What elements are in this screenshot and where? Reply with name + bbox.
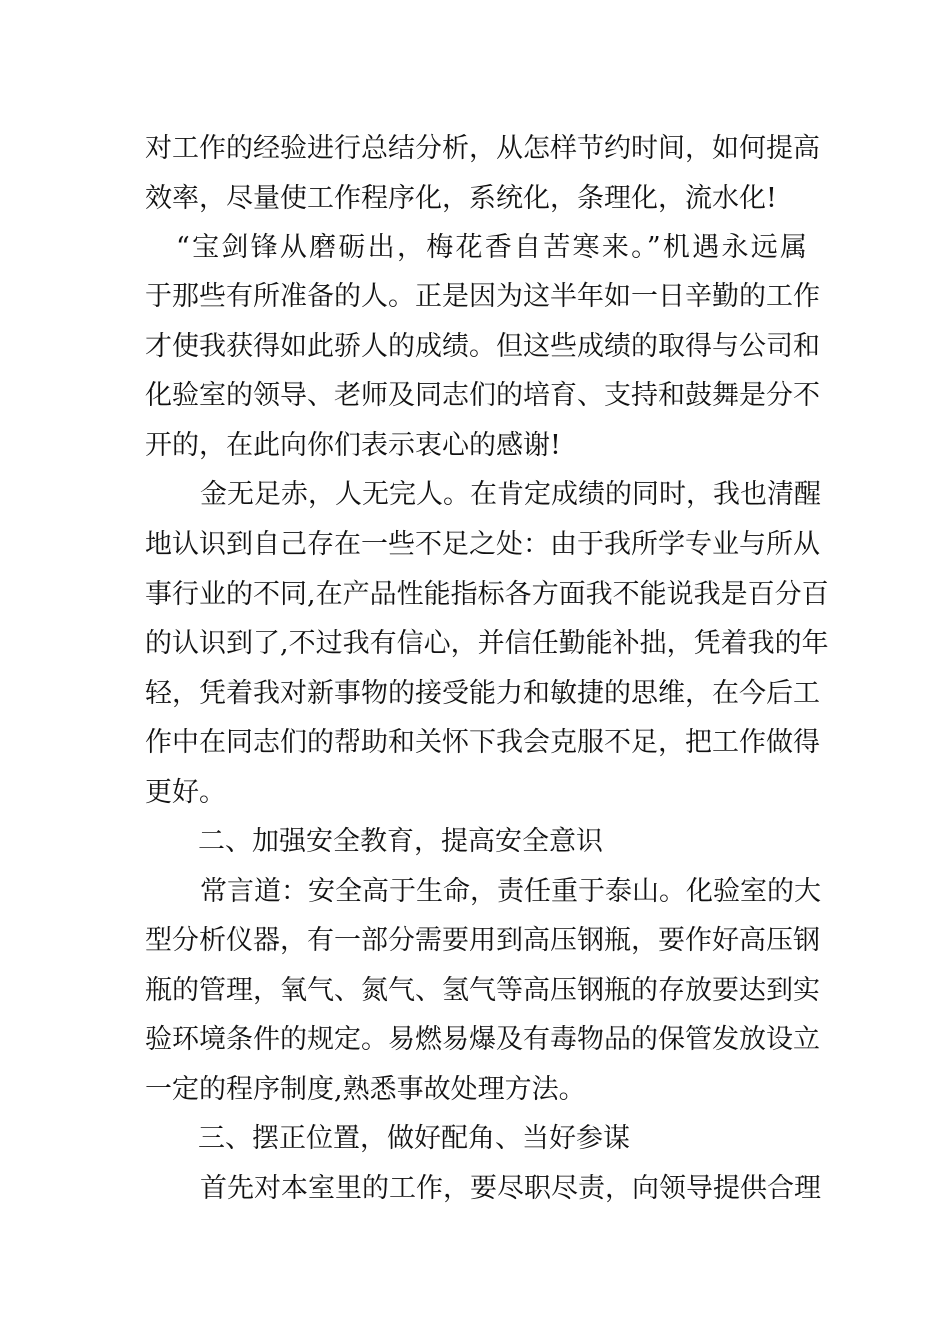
text-line: 作中在同志们的帮助和关怀下我会克服不足，把工作做得 — [145, 727, 820, 758]
text-line: 的认识到了,不过我有信心，并信任勤能补拙，凭着我的年 — [145, 628, 829, 659]
text-line: 于那些有所准备的人。正是因为这半年如一日辛勤的工作 — [145, 281, 820, 312]
text-line: 首先对本室里的工作，要尽职尽责，向领导提供合理 — [200, 1173, 821, 1204]
text-line: 事行业的不同,在产品性能指标各方面我不能说我是百分百 — [145, 579, 829, 610]
text-line: 化验室的领导、老师及同志们的培育、支持和鼓舞是分不 — [145, 380, 820, 411]
section-heading: 二、加强安全教育，提高安全意识 — [198, 826, 603, 857]
text-line: 轻，凭着我对新事物的接受能力和敏捷的思维，在今后工 — [145, 678, 820, 709]
section-heading: 三、摆正位置，做好配角、当好参谋 — [198, 1123, 630, 1154]
text-line: 开的，在此向你们表示衷心的感谢! — [145, 430, 561, 461]
text-line: 地认识到自己存在一些不足之处：由于我所学专业与所从 — [145, 529, 820, 560]
text-line: 型分析仪器，有一部分需要用到高压钢瓶，要作好高压钢 — [145, 925, 820, 956]
text-line: 对工作的经验进行总结分析，从怎样节约时间，如何提高 — [145, 133, 820, 164]
text-line: 瓶的管理，氧气、氮气、氢气等高压钢瓶的存放要达到实 — [145, 975, 820, 1006]
text-line: 验环境条件的规定。易燃易爆及有毒物品的保管发放设立 — [145, 1024, 820, 1055]
text-line: 常言道：安全高于生命，责任重于泰山。化验室的大 — [200, 876, 821, 907]
text-line: “宝剑锋从磨砺出，梅花香自苦寒来。”机遇永远属 — [176, 232, 807, 263]
text-line: 金无足赤，人无完人。在肯定成绩的同时，我也清醒 — [200, 479, 821, 510]
text-line: 更好。 — [145, 777, 226, 808]
text-line: 一定的程序制度,熟悉事故处理方法。 — [145, 1074, 586, 1105]
text-line: 才使我获得如此骄人的成绩。但这些成绩的取得与公司和 — [145, 331, 820, 362]
text-line: 效率，尽量使工作程序化，系统化，条理化，流水化! — [145, 183, 777, 214]
